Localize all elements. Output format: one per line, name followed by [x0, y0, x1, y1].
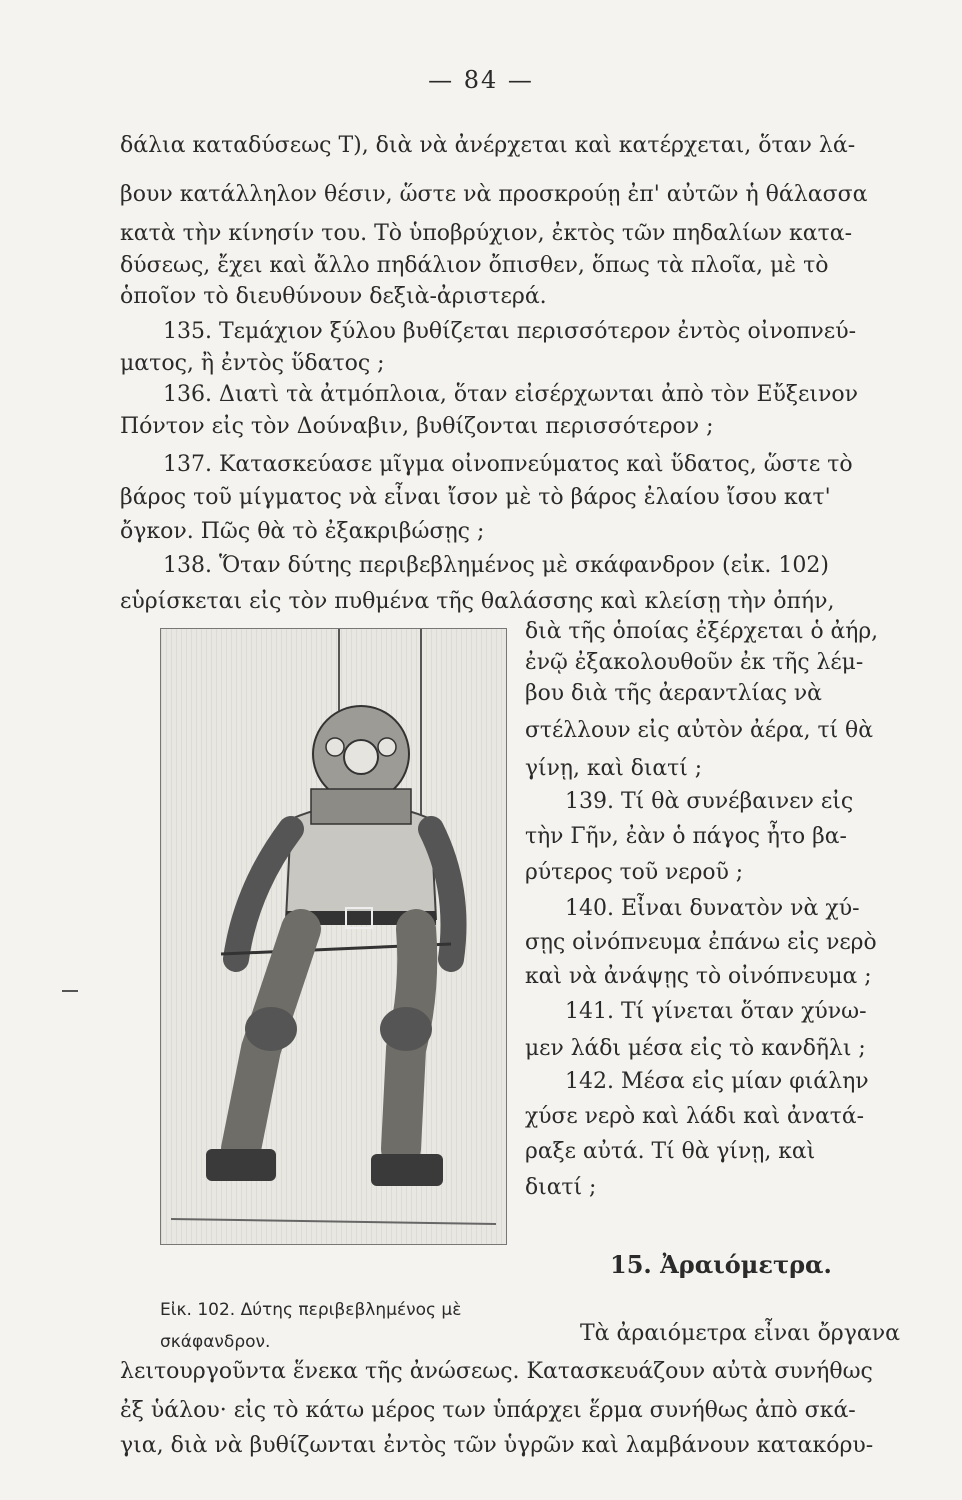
text-line: χύσε νερὸ καὶ λάδι καὶ ἀνατά- [525, 1104, 865, 1129]
section-heading: 15. Ἀραιόμετρα. [610, 1250, 832, 1279]
text-line: λειτουργοῦντα ἕνεκα τῆς ἀνώσεως. Κατασκευάζουν αὐτὰ συνήθως [120, 1359, 873, 1384]
text-line: διατί ; [525, 1175, 597, 1200]
text-line: τὴν Γῆν, ἐὰν ὁ πάγος ἦτο βα- [525, 824, 847, 849]
text-line: 136. Διατὶ τὰ ἀτμόπλοια, ὅταν εἰσέρχωνται ἀπὸ τὸν Εὔξεινον [163, 382, 859, 407]
text-line: κατὰ τὴν κίνησίν του. Τὸ ὑποβρύχιον, ἐκτὸς τῶν πηδαλίων κατα- [120, 221, 853, 246]
text-line: μεν λάδι μέσα εἰς τὸ κανδῆλι ; [525, 1036, 866, 1061]
page-number: — 84 — [428, 66, 534, 94]
text-line: 141. Τί γίνεται ὅταν χύνω- [565, 999, 867, 1024]
diver-figure [160, 628, 507, 1245]
text-line: σῃς οἰνόπνευμα ἐπάνω εἰς νερὸ [525, 930, 877, 955]
text-line: ἐνῷ ἐξακολουθοῦν ἐκ τῆς λέμ- [525, 650, 864, 675]
text-line: ρύτερος τοῦ νεροῦ ; [525, 860, 744, 885]
text-line: ἐξ ὑάλου· εἰς τὸ κάτω μέρος των ὑπάρχει ἕρμα συνήθως ἀπὸ σκά- [120, 1398, 856, 1423]
text-line: 139. Τί θὰ συνέβαινεν εἰς [565, 789, 854, 814]
text-line: βάρος τοῦ μίγματος νὰ εἶναι ἴσον μὲ τὸ βάρος ἐλαίου ἴσου κατ' [120, 485, 831, 510]
text-line: για, διὰ νὰ βυθίζωνται ἐντὸς τῶν ὑγρῶν καὶ λαμβάνουν κατακόρυ- [120, 1433, 874, 1458]
text-line: 142. Μέσα εἰς μίαν φιάλην [565, 1069, 869, 1094]
text-line: Τὰ ἀραιόμετρα εἶναι ὄργανα [580, 1321, 900, 1346]
text-line: δάλια καταδύσεως Τ), διὰ νὰ ἀνέρχεται καὶ κατέρχεται, ὅταν λά- [120, 133, 856, 158]
diving-suit-illustration [161, 629, 506, 1244]
text-line: 137. Κατασκεύασε μῖγμα οἰνοπνεύματος καὶ ὕδατος, ὥστε τὸ [163, 452, 853, 477]
text-line: στέλλουν εἰς αὐτὸν ἀέρα, τί θὰ [525, 718, 873, 743]
text-line: εὑρίσκεται εἰς τὸν πυθμένα τῆς θαλάσσης καὶ κλείσῃ τὴν ὀπήν, [120, 589, 835, 614]
text-line: ὁποῖον τὸ διευθύνουν δεξιὰ-ἀριστερά. [120, 284, 547, 309]
text-line: 140. Εἶναι δυνατὸν νὰ χύ- [565, 896, 860, 921]
text-line: 135. Τεμάχιον ξύλου βυθίζεται περισσότερον ἐντὸς οἰνοπνεύ- [163, 319, 856, 344]
text-line: δύσεως, ἔχει καὶ ἄλλο πηδάλιον ὄπισθεν, ὅπως τὰ πλοῖα, μὲ τὸ [120, 253, 829, 278]
text-line: βουν κατάλληλον θέσιν, ὥστε νὰ προσκρούῃ ἐπ' αὐτῶν ἡ θάλασσα [120, 182, 868, 207]
text-line: ὄγκον. Πῶς θὰ τὸ ἐξακριβώσῃς ; [120, 519, 485, 544]
margin-mark [62, 990, 78, 992]
text-line: διὰ τῆς ὁποίας ἐξέρχεται ὁ ἀήρ, [525, 619, 879, 644]
text-line: καὶ νὰ ἀνάψῃς τὸ οἰνόπνευμα ; [525, 964, 872, 989]
text-line: ραξε αὐτά. Τί θὰ γίνῃ, καὶ [525, 1139, 816, 1164]
text-line: 138. Ὅταν δύτης περιβεβλημένος μὲ σκάφανδρον (εἰκ. 102) [163, 553, 829, 578]
figure-caption [160, 1294, 461, 1358]
text-line: βου διὰ τῆς ἀεραντλίας νὰ [525, 681, 822, 706]
text-line: Πόντον εἰς τὸν Δούναβιν, βυθίζονται περισσότερον ; [120, 414, 714, 439]
caption-line: σκάφανδρον. [160, 1332, 271, 1352]
caption-line: Εἰκ. 102. Δύτης περιβεβλημένος μὲ [160, 1300, 462, 1320]
text-line: ματος, ἢ ἐντὸς ὕδατος ; [120, 351, 385, 376]
text-line: γίνῃ, καὶ διατί ; [525, 756, 703, 781]
